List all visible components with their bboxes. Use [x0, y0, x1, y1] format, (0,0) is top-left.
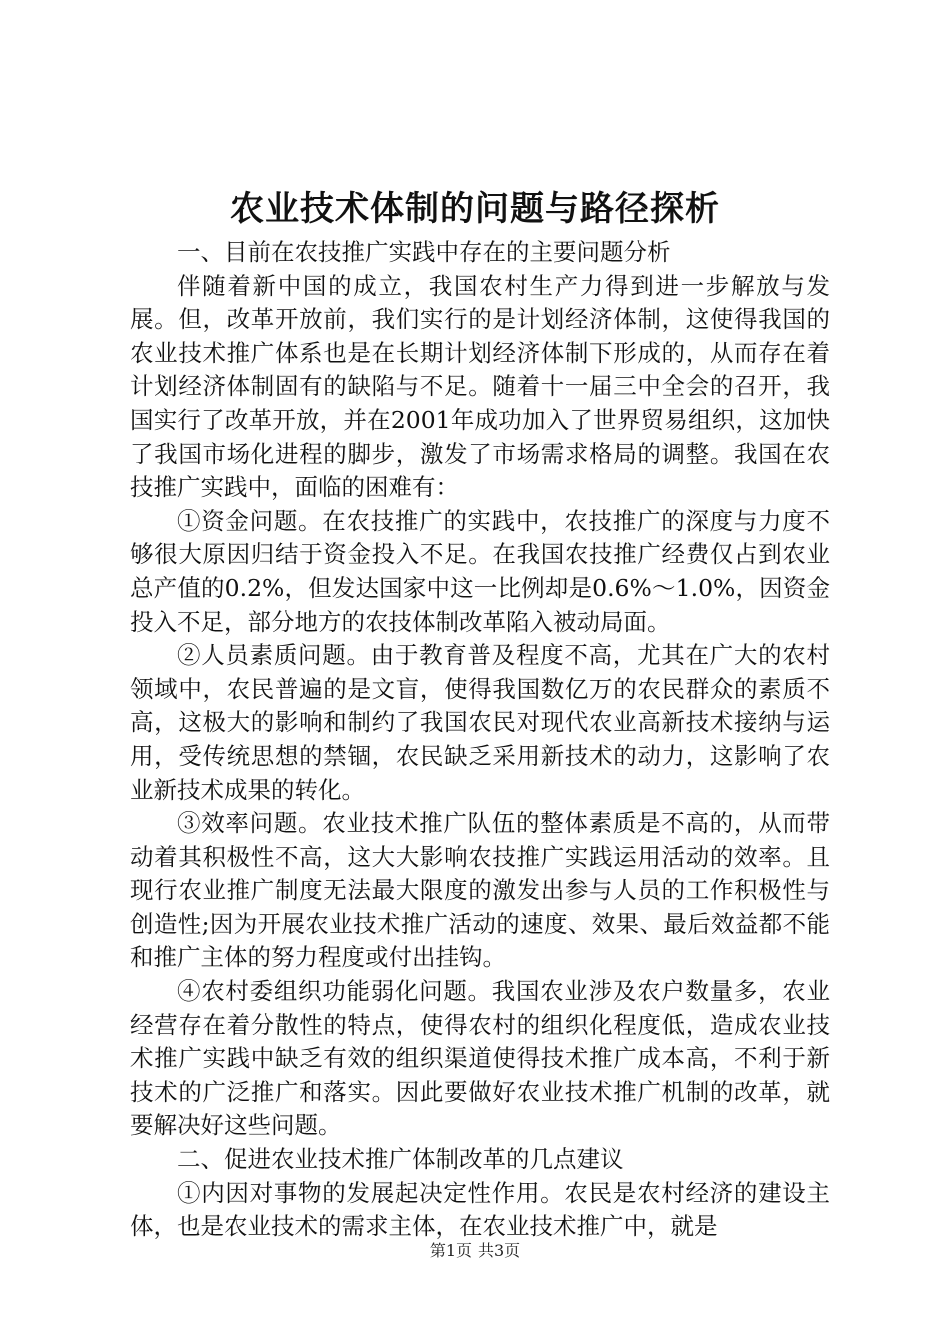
document-body [130, 236, 830, 1244]
page-total: 共3页 [478, 1241, 521, 1260]
paragraph-funding: ①资金问题。在农技推广的实践中，农技推广的深度与力度不够很大原因归结于资金投入不足。在我国农技推广经费仅占到农业总产值的0.2%，但发达国家中这一比例却是0.6%～1.0%，因资金投入不足，部分地方的农技体制改革陷入被动局面。 [130, 506, 830, 636]
paragraph-organization: ④农村委组织功能弱化问题。我国农业涉及农户数量多，农业经营存在着分散性的特点，使得农村的组织化程度低，造成农业技术推广实践中缺乏有效的组织渠道使得技术推广成本高，不利于新技术的广泛推广和落实。因此要做好农业技术推广机制的改革，就要解决好这些问题。 [130, 977, 830, 1140]
page-number: 第1页 [429, 1241, 472, 1260]
section-heading-1: 一、目前在农技推广实践中存在的主要问题分析 [177, 238, 671, 266]
document-title: 农业技术体制的问题与路径探析 [230, 189, 720, 229]
page-footer [0, 1240, 950, 1262]
paragraph-personnel: ②人员素质问题。由于教育普及程度不高，尤其在广大的农村领域中，农民普遍的是文盲，使得我国数亿万的农民群众的素质不高，这极大的影响和制约了我国农民对现代农业高新技术接纳与运用，受传统思想的禁锢，农民缺乏采用新技术的动力，这影响了农业新技术成果的转化。 [130, 641, 830, 804]
paragraph-intro: 伴随着新中国的成立，我国农村生产力得到进一步解放与发展。但，改革开放前，我们实行的是计划经济体制，这使得我国的农业技术推广体系也是在长期计划经济体制下形成的，从而存在着计划经济体制固有的缺陷与不足。随着十一届三中全会的召开，我国实行了改革开放，并在2001年成功加入了世界贸易组织，这加快了我国市场化进程的脚步，激发了市场需求格局的调整。我国在农技推广实践中，面临的困难有： [130, 271, 830, 502]
section-heading-2: 二、促进农业技术推广体制改革的几点建议 [177, 1145, 624, 1174]
paragraph-efficiency: ③效率问题。农业技术推广队伍的整体素质是不高的，从而带动着其积极性不高，这大大影响农技推广实践运用活动的效率。且现行农业推广制度无法最大限度的激发出参与人员的工作积极性与创造性;因为开展农业技术推广活动的速度、效果、最后效益都不能和推广主体的努力程度或付出挂钩。 [130, 809, 830, 972]
paragraph-internal-cause: ①内因对事物的发展起决定性作用。农民是农村经济的建设主体，也是农业技术的需求主体，在农业技术推广中，就是 [130, 1178, 830, 1241]
